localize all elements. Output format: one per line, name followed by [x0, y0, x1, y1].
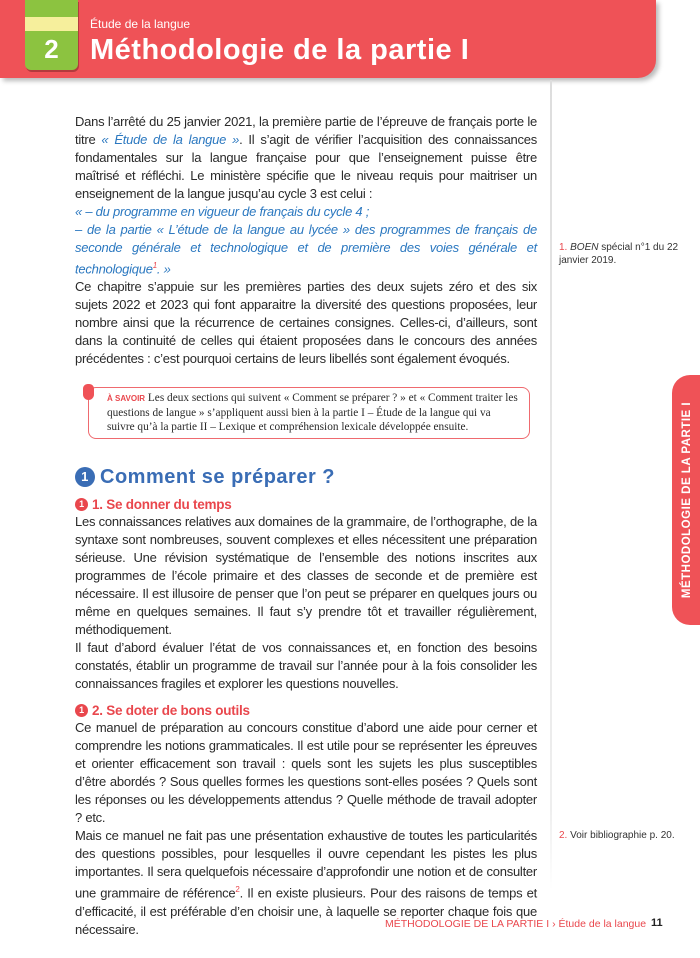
text: spécial n°1 du 22 janvier 2019. — [559, 242, 679, 266]
footnote-1 — [559, 241, 684, 267]
section-heading — [75, 467, 537, 487]
breadcrumb-separator: › — [549, 918, 559, 930]
text: – de la partie « L’étude de la langue au lycée » des programmes de français de seconde générale et technologique et de première des voies générale et technologique — [75, 222, 537, 277]
running-footer — [385, 918, 646, 930]
callout-label: À SAVOIR — [107, 394, 146, 404]
footnote-ref[interactable]: 1 — [152, 261, 157, 270]
subsection-badge: 1 — [75, 704, 88, 717]
heading-text: 2. Se doter de bons outils — [92, 703, 250, 719]
page-number: 11 — [651, 917, 663, 929]
paragraph: Les connaissances relatives aux domaines de la grammaire, de l’orthographe, de la syntaxe sont nombreuses, souvent complexes et elles nécessitent une préparation sérieuse. Une révision systématique de l’ensemble des notions inscrites aux programmes de l’école primaire et des classes de seconde et de première est nécessaire. Il est illusoire de penser que l’on peut se préparer en quelques jours ou même en quelques semaines. Il faut s’y prendre tôt et travailler régulièrement, méthodiquement. — [75, 514, 537, 638]
text: Mais ce manuel ne fait pas une présentation exhaustive de toutes les particularités des questions possibles, pour lesquelles il ouvre cependant les pistes les plus importantes. Il sera quelquefois nécessaire d’approfondir une notion et de consulter une grammaire de référence — [75, 828, 537, 901]
footnote-number: 1. — [559, 242, 568, 253]
pin-icon — [83, 384, 94, 400]
side-tab[interactable] — [672, 375, 700, 625]
subsection-heading — [75, 702, 537, 719]
column-divider — [550, 80, 552, 890]
main-column — [75, 113, 537, 939]
heading-text: 1. Se donner du temps — [92, 497, 232, 513]
text: . Il en existe plusieurs. Pour des raisons de temps et d’efficacité, il est préférable d’en choisir une, à laquelle se reporter chaque fois que nécessaire. — [75, 885, 537, 937]
quote-line: « – du programme en vigueur de français du cycle 4 ; — [75, 204, 370, 219]
subsection-heading — [75, 496, 537, 513]
chapter-kicker: Étude de la langue — [90, 17, 191, 31]
section-number-badge: 1 — [75, 467, 95, 487]
paragraph: Il faut d’abord évaluer l’état de vos connaissances et, en fonction des besoins constatés, établir un programme de travail sur l’année pour à la fois consolider les connaissances fragiles et explorer les questions nouvelles. — [75, 640, 537, 692]
subsection-badge: 1 — [75, 498, 88, 511]
quoted-title: « Étude de la langue » — [101, 132, 240, 147]
paragraph: Ce chapitre s’appuie sur les premières parties des deux sujets zéro et des six sujets 2022 et 2023 qui font apparaitre la diversité des questions proposées, leur nombre ainsi que la récurrence de certaines consignes. Celles-ci, d’ailleurs, sont dans la continuité de celles qui étaient proposées dans le concours des années précédentes : c’est pourquoi certains de leurs libellés sont également évoqués. — [75, 279, 537, 367]
footnote-2 — [559, 829, 675, 842]
text: Dans l’arrêté du 25 janvier 2021, la première partie de l’épreuve de français porte le titre — [75, 114, 537, 147]
text: . Il s’agit de vérifier l’acquisition des connaissances fondamentales sur la langue française pour que l’enseignement puisse être maîtrisé et réfléchi. Le ministère spécifie que le niveau requis pour maitriser un enseignement de la langue jusqu’au cycle 3 est celui : — [75, 132, 538, 201]
text: Voir bibliographie p. 20. — [567, 830, 675, 841]
footer-subsection: Étude de la langue — [558, 918, 647, 930]
callout-box — [88, 387, 530, 439]
side-tab-label: MÉTHODOLOGIE DE LA PARTIE I — [681, 401, 693, 599]
paragraph: Ce manuel de préparation au concours constitue d’abord une aide pour cerner et comprendre les notions grammaticales. Il est utile pour se représenter les épreuves et orienter efficacement son travail : quels sont les sujets les plus susceptibles d’être abordés ? Sous quelles formes les questions sont-elles posées ? Quels sont les réponses ou les développements attendus ? Quelle méthode de travail adopter ? etc. — [75, 720, 537, 826]
chapter-number-tab — [25, 0, 78, 70]
quote-line — [75, 221, 537, 278]
heading-text: Comment se préparer ? — [100, 466, 336, 489]
chapter-number: 2 — [44, 34, 59, 64]
text: . » — [156, 261, 171, 277]
footnote-number: 2. — [559, 830, 568, 841]
intro-paragraph — [75, 113, 537, 203]
page-title: Méthodologie de la partie I — [90, 34, 470, 66]
tab-stripe — [25, 17, 78, 31]
chapter-header — [0, 0, 656, 78]
footnote-ref[interactable]: 2 — [235, 885, 240, 895]
text: BOEN — [570, 242, 599, 253]
callout-text: Les deux sections qui suivent « Comment se préparer ? » et « Comment traiter les questions de langue » s’appliquent aussi bien à la partie I – Étude de la langue qui va suivre qu’à la partie II – Lexique et compréhension lexicale développée ensuite. — [107, 392, 518, 434]
footer-section: MÉTHODOLOGIE DE LA PARTIE I — [385, 918, 550, 930]
